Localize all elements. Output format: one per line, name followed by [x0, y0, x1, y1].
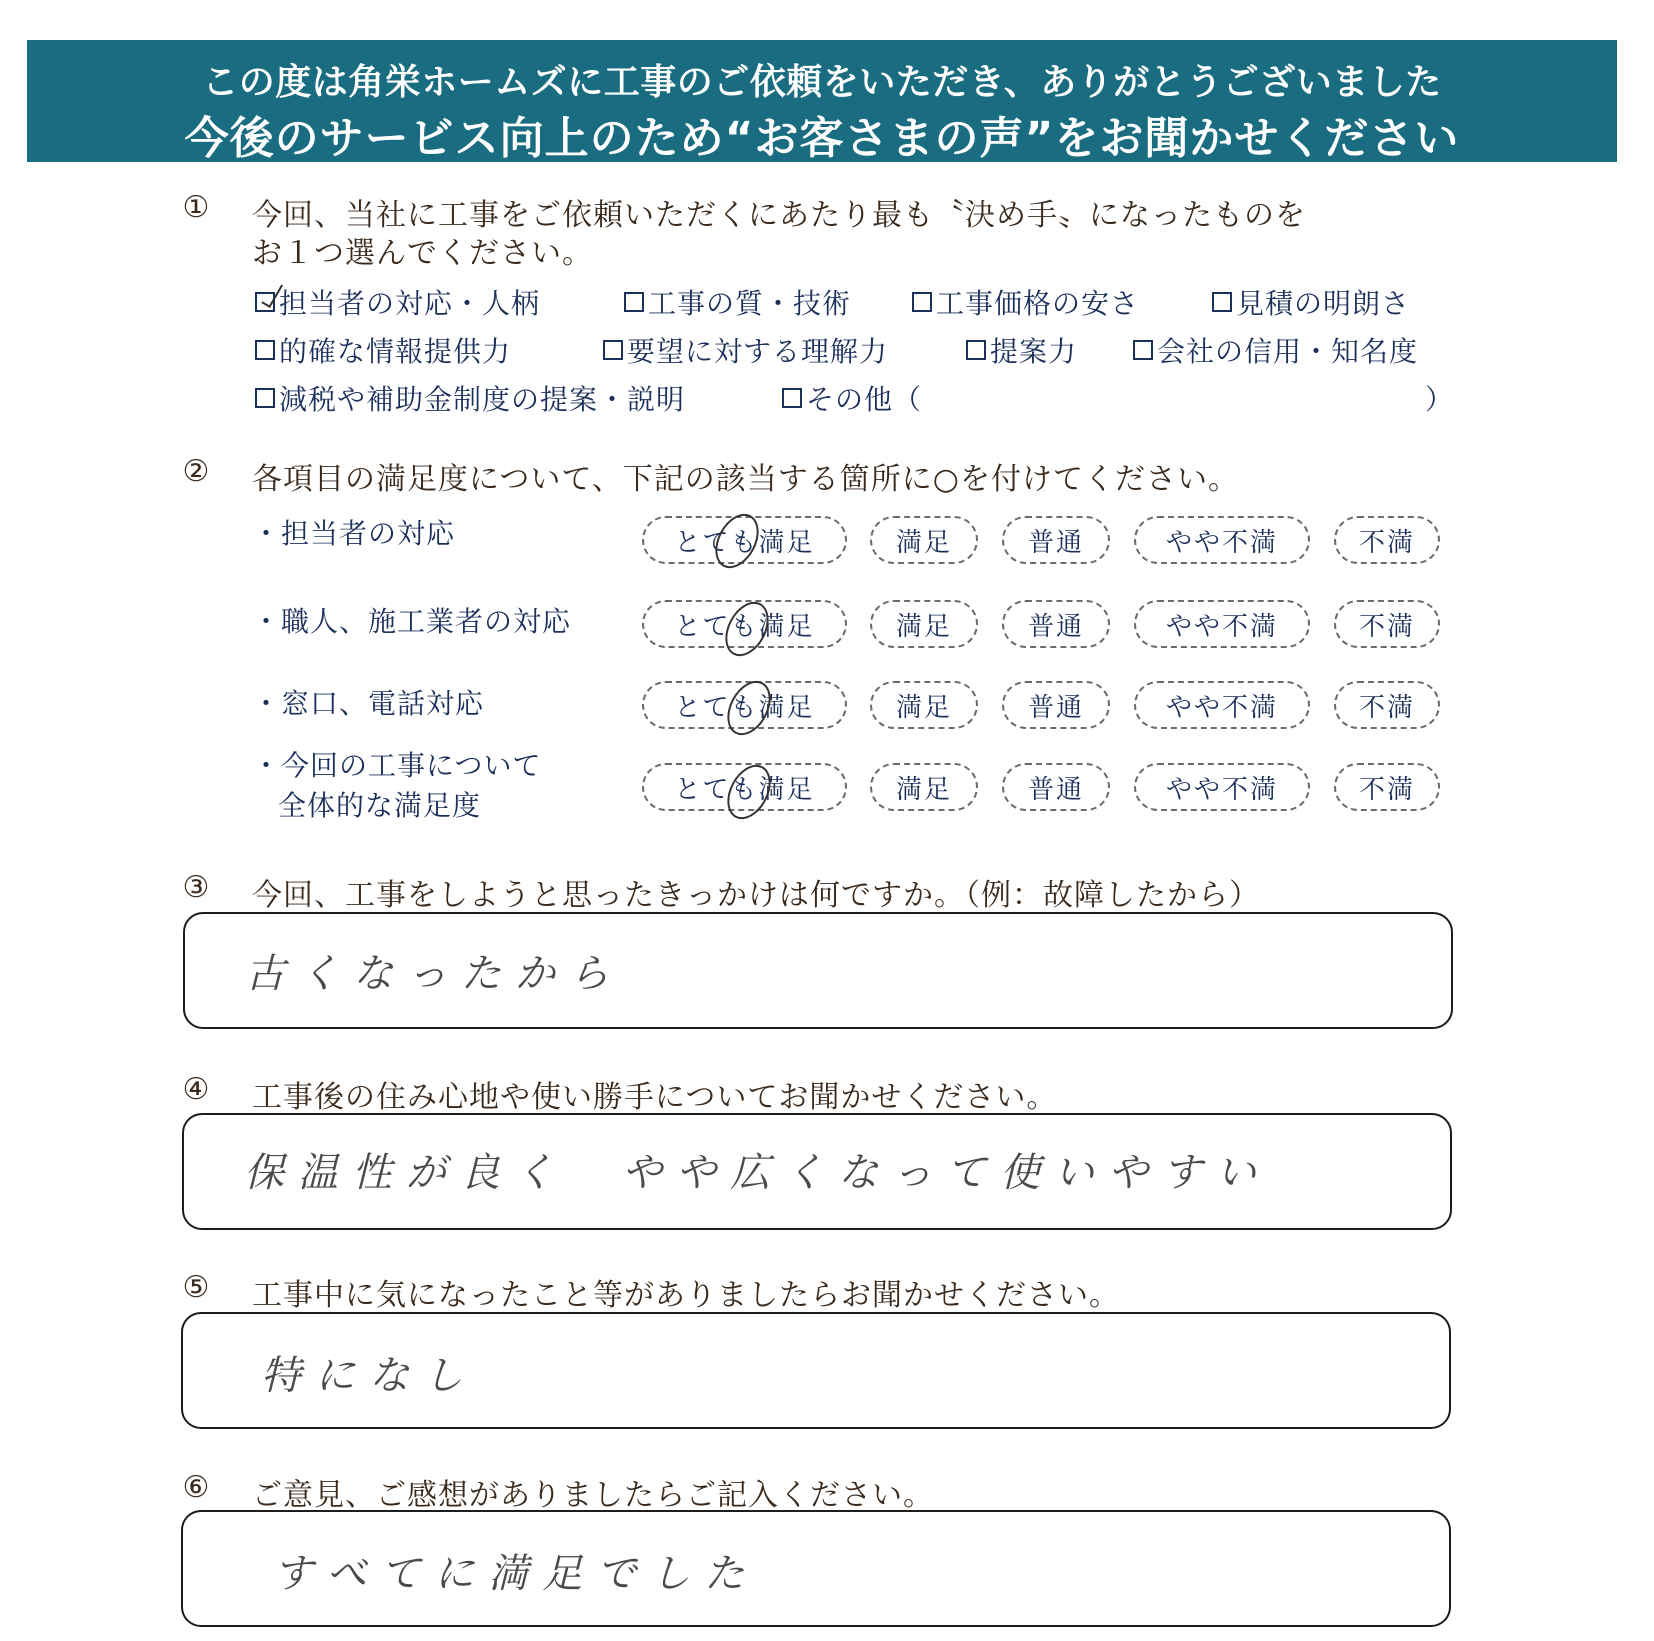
pill-label: とても満足: [674, 527, 815, 558]
rating-dissatisfied[interactable]: [1334, 600, 1440, 648]
answer-box-concerns[interactable]: [181, 1312, 1451, 1429]
question-number: ④: [182, 1072, 210, 1107]
rating-satisfied[interactable]: [870, 763, 978, 811]
checkbox-icon[interactable]: [603, 340, 623, 360]
rating-very-satisfied[interactable]: [642, 516, 847, 564]
question-number: ①: [182, 190, 210, 225]
rating-somewhat-dissatisfied[interactable]: [1134, 600, 1310, 648]
handwritten-answer: すべてに満足でした: [273, 1551, 759, 1597]
option-label: 提案力: [990, 335, 1078, 368]
rating-neutral[interactable]: [1002, 600, 1110, 648]
rating-somewhat-dissatisfied[interactable]: [1134, 763, 1310, 811]
checkbox-icon[interactable]: [255, 388, 275, 408]
rating-neutral[interactable]: [1002, 763, 1110, 811]
pill-label: とても満足: [674, 611, 815, 642]
pill-label: とても満足: [674, 692, 815, 723]
rating-very-satisfied[interactable]: [642, 681, 847, 729]
option-tax-subsidy[interactable]: [255, 378, 685, 418]
rating-label-craftsmen: ・職人、施工業者の対応: [252, 605, 572, 638]
question-text: ご意見、ご感想がありましたらご記入ください。: [252, 1478, 934, 1513]
rating-label-overall: ・今回の工事について: [252, 749, 542, 782]
rating-label-window-phone: ・窓口、電話対応: [252, 687, 485, 720]
option-label: 担当者の対応・人柄: [279, 287, 541, 320]
answer-box-motivation[interactable]: [183, 912, 1453, 1029]
option-other[interactable]: [782, 378, 922, 418]
banner-thanks-text: この度は角栄ホームズに工事のご依頼をいただき、ありがとうございました: [202, 62, 1442, 103]
option-work-quality[interactable]: [624, 282, 851, 322]
option-label: 見積の明朗さ: [1236, 287, 1411, 320]
handwritten-answer: 古くなったから: [245, 951, 623, 997]
answer-box-comfort[interactable]: [182, 1113, 1452, 1230]
option-label: その他（: [806, 383, 923, 416]
rating-label-overall-cont: 全体的な満足度: [278, 789, 482, 822]
pill-label: 普通: [1027, 692, 1084, 723]
pill-label: 不満: [1358, 692, 1415, 723]
pill-label: 普通: [1027, 527, 1084, 558]
checkbox-icon[interactable]: [1212, 292, 1232, 312]
option-understanding[interactable]: [603, 330, 888, 370]
pill-label: 不満: [1358, 527, 1415, 558]
pill-label: 不満: [1358, 774, 1415, 805]
pill-label: 満足: [895, 692, 952, 723]
question-number: ③: [182, 870, 210, 905]
pill-label: 満足: [895, 611, 952, 642]
other-close-paren: ）: [1425, 383, 1454, 416]
checkbox-icon[interactable]: [1133, 340, 1153, 360]
question-text-cont: お１つ選んでください。: [252, 236, 593, 271]
header-banner: [27, 40, 1617, 162]
rating-very-satisfied[interactable]: [642, 763, 847, 811]
question-number: ⑤: [182, 1270, 210, 1305]
pill-label: とても満足: [674, 774, 815, 805]
question-text: 各項目の満足度について、下記の該当する箇所に○を付けてください。: [252, 462, 1239, 497]
rating-label-staff: ・担当者の対応: [252, 517, 456, 550]
option-company-trust[interactable]: [1133, 330, 1418, 370]
question-text: 工事中に気になったこと等がありましたらお聞かせください。: [252, 1278, 1120, 1313]
option-label: 会社の信用・知名度: [1157, 335, 1419, 368]
pill-label: やや不満: [1165, 774, 1278, 805]
handwritten-answer: 保温性が良く やや広くなって使いやすい: [244, 1150, 1270, 1196]
rating-neutral[interactable]: [1002, 681, 1110, 729]
checkbox-icon[interactable]: [624, 292, 644, 312]
rating-dissatisfied[interactable]: [1334, 681, 1440, 729]
rating-satisfied[interactable]: [870, 600, 978, 648]
checkbox-icon[interactable]: [966, 340, 986, 360]
checkbox-icon[interactable]: [255, 340, 275, 360]
rating-somewhat-dissatisfied[interactable]: [1134, 516, 1310, 564]
pill-label: 満足: [895, 774, 952, 805]
option-clear-estimate[interactable]: [1212, 282, 1410, 322]
rating-very-satisfied[interactable]: [642, 600, 847, 648]
checkbox-icon[interactable]: [912, 292, 932, 312]
handwritten-answer: 特になし: [261, 1353, 477, 1399]
rating-satisfied[interactable]: [870, 681, 978, 729]
option-label: 要望に対する理解力: [627, 335, 889, 368]
option-low-price[interactable]: [912, 282, 1139, 322]
question-text: 工事後の住み心地や使い勝手についてお聞かせください。: [252, 1080, 1058, 1115]
option-label: 的確な情報提供力: [279, 335, 512, 368]
question-text: 今回、当社に工事をご依頼いただくにあたり最も〝決め手〟になったものを: [252, 198, 1306, 233]
pill-label: 普通: [1027, 611, 1084, 642]
question-text: 今回、工事をしようと思ったきっかけは何ですか。（例：故障したから）: [252, 878, 1260, 913]
pill-label: 不満: [1358, 611, 1415, 642]
question-number: ②: [182, 454, 210, 489]
pill-label: 普通: [1027, 774, 1084, 805]
option-staff-response[interactable]: [255, 282, 540, 322]
rating-neutral[interactable]: [1002, 516, 1110, 564]
pill-label: やや不満: [1165, 692, 1278, 723]
option-label: 減税や補助金制度の提案・説明: [279, 383, 686, 416]
question-number: ⑥: [182, 1470, 210, 1505]
rating-satisfied[interactable]: [870, 516, 978, 564]
banner-request-text: 今後のサービス向上のため“お客さまの声”をお聞かせください: [184, 113, 1460, 164]
option-label: 工事価格の安さ: [936, 287, 1140, 320]
option-proposal[interactable]: [966, 330, 1077, 370]
rating-somewhat-dissatisfied[interactable]: [1134, 681, 1310, 729]
answer-box-feedback[interactable]: [181, 1510, 1451, 1627]
rating-dissatisfied[interactable]: [1334, 516, 1440, 564]
option-label: 工事の質・技術: [648, 287, 852, 320]
checkbox-icon[interactable]: [782, 388, 802, 408]
option-accurate-info[interactable]: [255, 330, 511, 370]
checkbox-checked-icon[interactable]: [255, 292, 275, 312]
pill-label: やや不満: [1165, 527, 1278, 558]
pill-label: やや不満: [1165, 611, 1278, 642]
pill-label: 満足: [895, 527, 952, 558]
rating-dissatisfied[interactable]: [1334, 763, 1440, 811]
